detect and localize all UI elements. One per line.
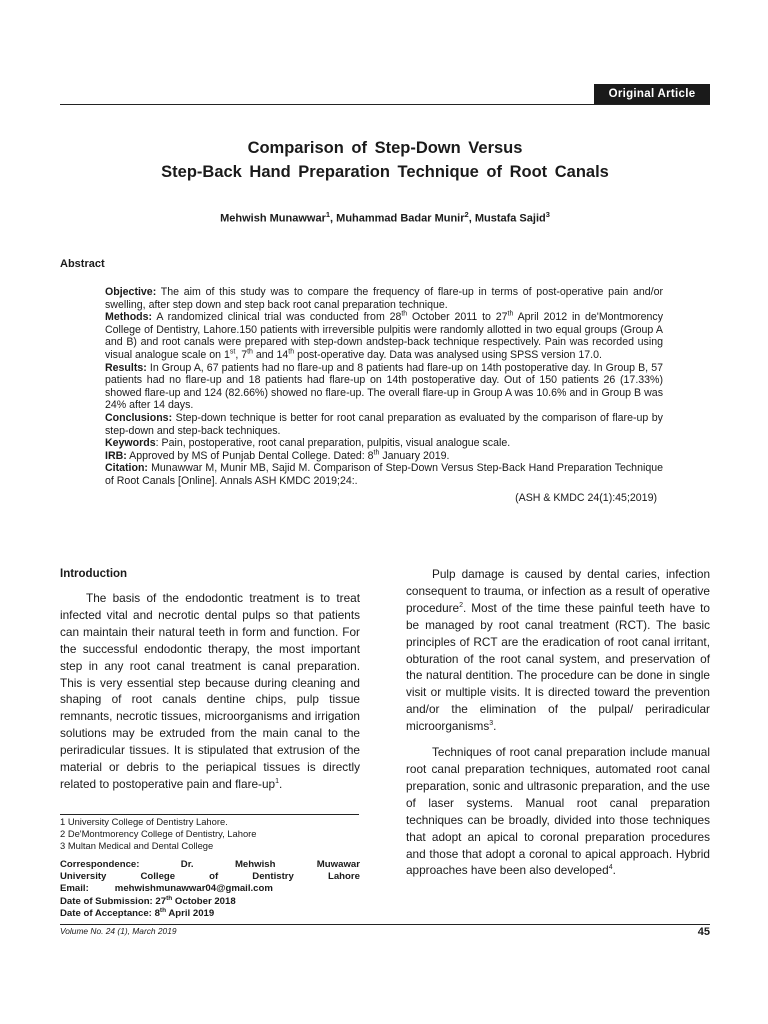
introduction-heading: Introduction [60,568,128,580]
methods-text: and 14 [252,348,289,361]
reference-mark: 4 [608,864,613,872]
methods-text: A randomized clinical trial was conducted from 28 [156,311,402,324]
institution-word: Lahore [327,871,360,883]
affiliation-list [60,816,360,852]
article-type-badge: Original Article [594,84,710,104]
reference-mark: 3 [489,720,494,728]
abstract-methods [105,311,663,361]
paragraph-text: . [279,776,283,791]
abstract-irb [105,450,663,463]
paragraph-text: . [612,863,616,878]
body-paragraph [406,566,710,735]
correspondence-institution [60,871,360,883]
title-line-1: Comparison of Step-Down Versus [247,139,523,157]
submission-day: 27 [155,895,167,907]
objective-label: Objective: [105,286,157,298]
ordinal-suffix: th [247,348,253,356]
correspondence-word: Dr. [180,859,194,870]
acceptance-day: 8 [154,907,160,919]
correspondence-word: Muwawar [316,859,360,870]
irb-text: January 2019. [379,449,450,462]
email-address[interactable]: mehwishmunawwar04@gmail.com [114,883,273,895]
acceptance-label: Date of Acceptance: [60,907,152,919]
article-title [60,136,710,184]
methods-label: Methods: [105,311,153,324]
author-name: Mustafa Sajid [474,212,546,225]
ordinal-suffix: th [159,906,167,914]
reference-mark: 2 [459,601,464,609]
volume-info: Volume No. 24 (1), March 2019 [60,926,177,936]
keywords-text: : Pain, postoperative, root canal preparation, pulpitis, visual analogue scale. [155,437,511,450]
methods-text: post-operative day. Data was analysed using SPSS version 17.0. [294,348,602,361]
submission-rest: October 2018 [172,895,236,907]
affiliation-item: 1 University College of Dentistry Lahore. [60,816,228,827]
author-name: Mehwish Munawwar [220,212,326,225]
author-separator: , [330,212,337,225]
abstract-body [105,286,663,504]
correspondence-block [60,859,360,920]
affiliation-item: 2 De'Montmorency College of Dentistry, Lahore [60,828,257,840]
institution-word: of [209,871,219,883]
author-affiliation-mark: 2 [464,210,469,219]
keywords-label: Keywords [105,437,156,450]
citation-label: Citation: [105,462,148,475]
conclusions-label: Conclusions: [105,411,173,424]
acceptance-date [60,908,360,920]
title-line-2: Step-Back Hand Preparation Technique of Root Canals [161,163,609,181]
paragraph-text: . [493,719,497,734]
abstract-keywords [105,437,663,450]
irb-label: IRB: [105,449,127,462]
footer-rule [60,924,710,925]
ordinal-suffix: th [288,348,295,356]
objective-text: The aim of this study was to compare the frequency of flare-up in terms of post-operative pain and/or swelling, after step down and step back root canal preparation technique. [105,286,663,311]
submission-label: Date of Submission: [60,895,153,907]
methods-text: April 2012 in de'Montmorency College of Dentistry, Lahore.150 patients with irreversible pulpitis were randomly allotted in two equal groups (Group A and B) and root canals were prepared with step-down andstep-back technique respectively. Pain was recorded using visual analogue scale on 1 [105,311,663,361]
institution-word: College [140,871,176,883]
paragraph-text: . Most of the time these painful teeth have to be managed by root canal treatment (RCT). The basic principles of RCT are the eradication of root canal irritant, obturation of the root canal system, and preservation of the natural dentition. The procedure can be done in single visit or multiple visits. It is directed toward the prevention and/or the elimination of the pulpal/ periradicular microorganisms [406,600,710,734]
institution-word: University [60,871,107,883]
methods-text: , 7 [235,348,248,361]
page-number: 45 [697,926,710,938]
results-text: In Group A, 67 patients had no flare-up and 8 patients had flare-up on 14th postoperative day. In Group B, 57 patients had no flare-up and 18 patients had flare-up on 14th postoperative day. Out of 150 patients 26 (17.33%) showed flare-up and 124 (82.66%) showed no flare-up. The overall flare-up in Group A was 10.6% and in Group B was 24% after 14 days. [105,361,663,412]
abstract-conclusions [105,412,663,437]
conclusions-text: Step-down technique is better for root canal preparation as evaluated by the comparison of flare-up by step-down and step-back techniques. [105,411,663,437]
author-affiliation-mark: 1 [325,210,331,219]
irb-text: Approved by MS of Punjab Dental College. Dated: 8 [129,449,374,462]
submission-date [60,896,360,908]
paragraph-text: Pulp damage is caused by dental caries, infection consequent to trauma, or infection as a result of operative procedure [406,567,710,615]
right-column [406,566,710,879]
ordinal-suffix: st [229,348,236,356]
author-affiliation-mark: 3 [545,210,550,219]
ordinal-suffix: th [373,449,380,457]
abstract-results [105,362,663,412]
ordinal-suffix: th [401,310,408,318]
author-separator: , [468,212,475,225]
acceptance-rest: April 2019 [166,907,215,919]
paragraph-text: The basis of the endodontic treatment is to treat infected vital and necrotic dental pulps so that patients can maintain their natural teeth in form and function. For the successful endodontic therapy, the most important step in any root canal treatment is canal preparation. This is very essential step because during cleaning and shaping of root canals dentine chips, pulp tissue remnants, necrotic tissues, microorganisms and irrigation solutions may be extruded from the main canal to the periradicular tissues. It is stipulated that extrusion of the material or debris to the periapical tissues is directly related to postoperative pain and flare-up [60,591,360,791]
author-list [60,208,710,226]
abstract-citation [105,462,663,487]
correspondence-word: Mehwish [234,859,276,870]
abstract-objective [105,286,663,311]
footnote-rule [60,814,359,815]
correspondence-label: Correspondence: [60,859,140,870]
journal-reference: (ASH & KMDC 24(1):45;2019) [515,491,657,504]
ordinal-suffix: th [166,894,173,902]
results-label: Results: [105,361,147,374]
email-label: Email: [60,883,89,895]
institution-word: Dentistry [252,871,294,883]
citation-text: Munawwar M, Munir MB, Sajid M. Comparison of Step-Down Versus Step-Back Hand Preparation Technique of Root Canals [Online]. Annals ASH KMDC 2019;24:. [105,462,663,487]
reference-mark: 1 [275,778,280,786]
author-name: Muhammad Badar Munir [336,212,465,225]
ordinal-suffix: th [507,310,514,318]
header-rule [60,104,710,105]
correspondence-email [60,883,360,895]
correspondence-row [60,859,360,871]
paragraph-text: Techniques of root canal preparation include manual root canal preparation techniques, automated root canal preparation, sonic and ultrasonic preparation, and the use of laser systems. Manual root canal preparation techniques can be broadly, divided into those techniques that adopt an apical to coronal preparation procedures and those that adopt a coronal to apical approach. Hybrid approaches have been also developed [406,745,710,878]
methods-text: October 2011 to 27 [407,311,508,324]
abstract-heading: Abstract [60,258,105,270]
body-paragraph [406,744,710,879]
left-column [60,566,360,793]
affiliation-item: 3 Multan Medical and Dental College [60,840,214,852]
introduction-paragraph [60,590,360,793]
